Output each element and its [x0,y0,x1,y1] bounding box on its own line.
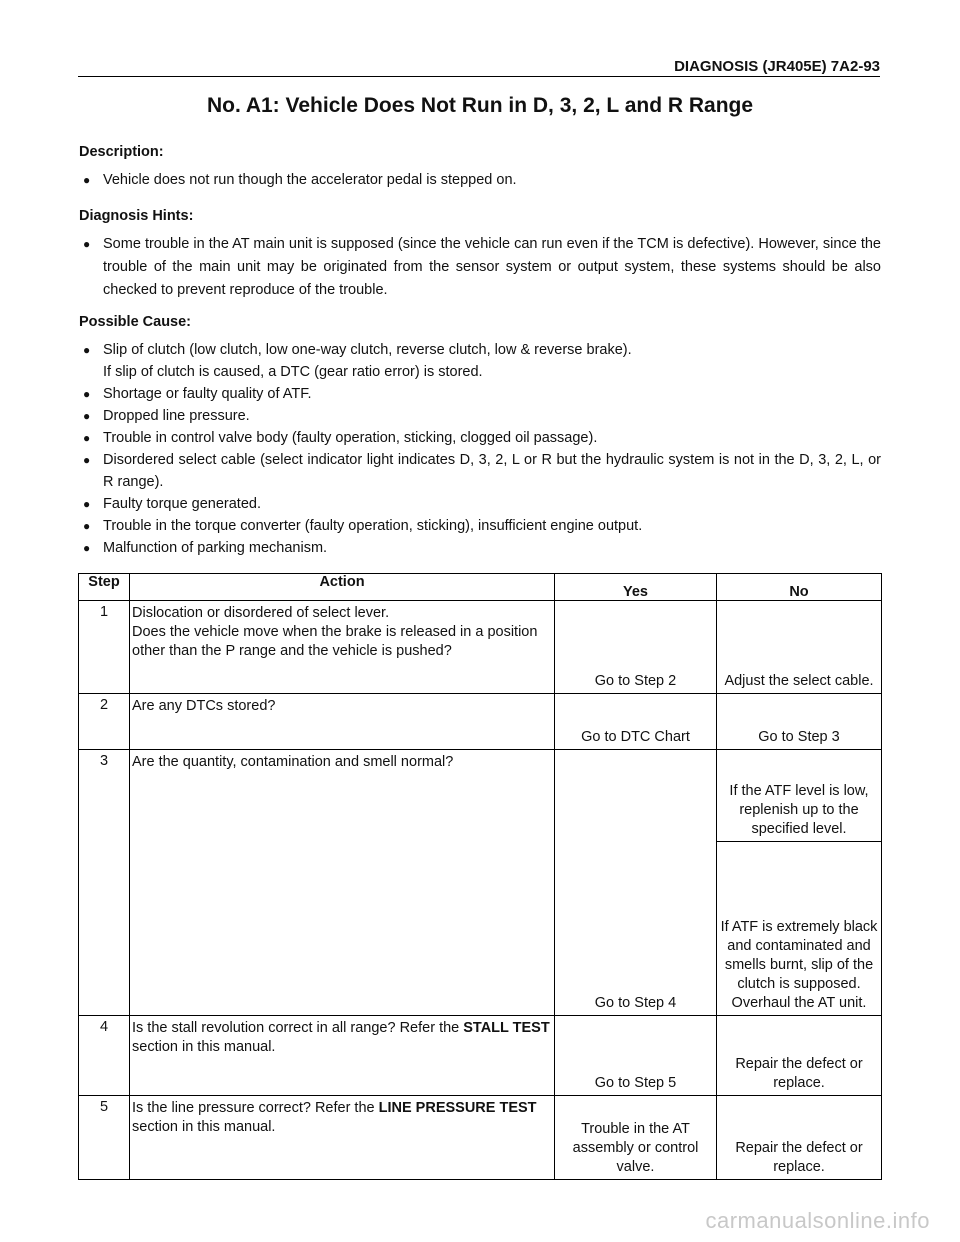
action-cell [130,1016,555,1096]
bullet-icon: ● [83,387,91,401]
list-item-text: Malfunction of parking mechanism. [103,540,328,556]
bullet-icon: ● [83,497,91,511]
list-item-text: Shortage or faulty quality of ATF. [103,386,312,402]
bullet-icon: ● [83,541,91,555]
action-cell: Are any DTCs stored? [130,694,555,750]
header-no: No [717,574,882,601]
no-cell: Adjust the select cable. [717,601,882,694]
bullet-icon: ● [83,343,91,357]
action-cell [130,1096,555,1180]
action-cell: Are the quantity, contamination and smell normal? [130,750,555,1016]
yes-cell: Go to Step 4 [555,750,717,1016]
action-cell: Dislocation or disordered of select lever. Does the vehicle move when the brake is released in a position other than the P range and the vehicle is pushed? [130,601,555,694]
action-keyword: LINE PRESSURE TEST [378,1100,537,1116]
list-item-text: Faulty torque generated. [103,496,261,512]
list-item [79,233,881,302]
page-title: No. A1: Vehicle Does Not Run in D, 3, 2, L and R Range [206,94,754,117]
bullet-icon: ● [83,237,91,251]
watermark: carmanualsonline.info [705,1208,930,1233]
list-item-text: Vehicle does not run though the accelerator pedal is stepped on. [103,172,517,188]
bullet-icon: ● [83,519,91,533]
table-row [79,1096,882,1180]
list-item [79,169,881,191]
table-row [79,601,882,694]
description-section [79,144,881,191]
table-row [79,750,882,842]
header-yes: Yes [555,574,717,601]
yes-cell: Go to Step 2 [555,601,717,694]
causes-section [79,314,881,559]
description-heading: Description: [79,144,164,160]
list-item-text: Trouble in control valve body (faulty operation, sticking, clogged oil passage). [103,430,598,446]
causes-heading: Possible Cause: [79,314,192,330]
step-cell: 2 [79,694,130,750]
yes-cell: Trouble in the AT assembly or control valve. [555,1096,717,1180]
list-item-text: Trouble in the torque converter (faulty operation, sticking), insufficient engine output. [103,518,643,534]
action-text: section in this manual. [132,1039,276,1055]
step-cell: 1 [79,601,130,694]
bullet-icon: ● [83,173,91,187]
action-text: Is the line pressure correct? Refer the [132,1100,379,1116]
yes-cell: Go to DTC Chart [555,694,717,750]
list-item [79,493,881,515]
page-header [78,58,880,77]
list-item [79,405,881,427]
header-text: DIAGNOSIS (JR405E) 7A2-93 [674,58,880,75]
no-cell: If ATF is extremely black and contaminated and smells burnt, slip of the clutch is supposed. Overhaul the AT unit. [717,842,882,1016]
bullet-icon: ● [83,431,91,445]
hints-section [79,208,881,302]
list-item-text: Disordered select cable (select indicator light indicates D, 3, 2, L or R but the hydraulic system is not in the D, 3, 2, L, or R range). [103,452,881,490]
bullet-icon: ● [83,409,91,423]
list-item-text: Slip of clutch (low clutch, low one-way clutch, reverse clutch, low & reverse brake). [103,342,632,358]
diagnosis-table [78,573,882,1180]
action-text: Is the stall revolution correct in all range? Refer the [132,1020,464,1036]
list-item [79,449,881,493]
step-cell: 3 [79,750,130,1016]
table-row [79,1016,882,1096]
list-item [79,383,881,405]
step-cell: 4 [79,1016,130,1096]
list-item [79,515,881,537]
table-row [79,694,882,750]
no-cell: If the ATF level is low, replenish up to the specified level. [717,750,882,842]
table-header-row [79,574,882,601]
header-step: Step [79,574,130,601]
list-item-subline: If slip of clutch is caused, a DTC (gear ratio error) is stored. [103,364,483,380]
list-item [79,537,881,559]
bullet-icon: ● [83,453,91,467]
list-item-text: Some trouble in the AT main unit is supposed (since the vehicle can run even if the TCM is defective). However, since the trouble of the main unit may be originated from the sensor system or output system, these systems should be also checked to prevent reproduce of the trouble. [103,236,881,298]
yes-cell: Go to Step 5 [555,1016,717,1096]
list-item [79,427,881,449]
list-item [79,339,881,383]
action-text: section in this manual. [132,1119,276,1135]
hints-heading: Diagnosis Hints: [79,208,194,224]
no-cell: Repair the defect or replace. [717,1096,882,1180]
no-cell: Repair the defect or replace. [717,1016,882,1096]
step-cell: 5 [79,1096,130,1180]
no-cell: Go to Step 3 [717,694,882,750]
list-item-text: Dropped line pressure. [103,408,250,424]
action-keyword: STALL TEST [463,1020,550,1036]
header-action: Action [130,574,555,601]
